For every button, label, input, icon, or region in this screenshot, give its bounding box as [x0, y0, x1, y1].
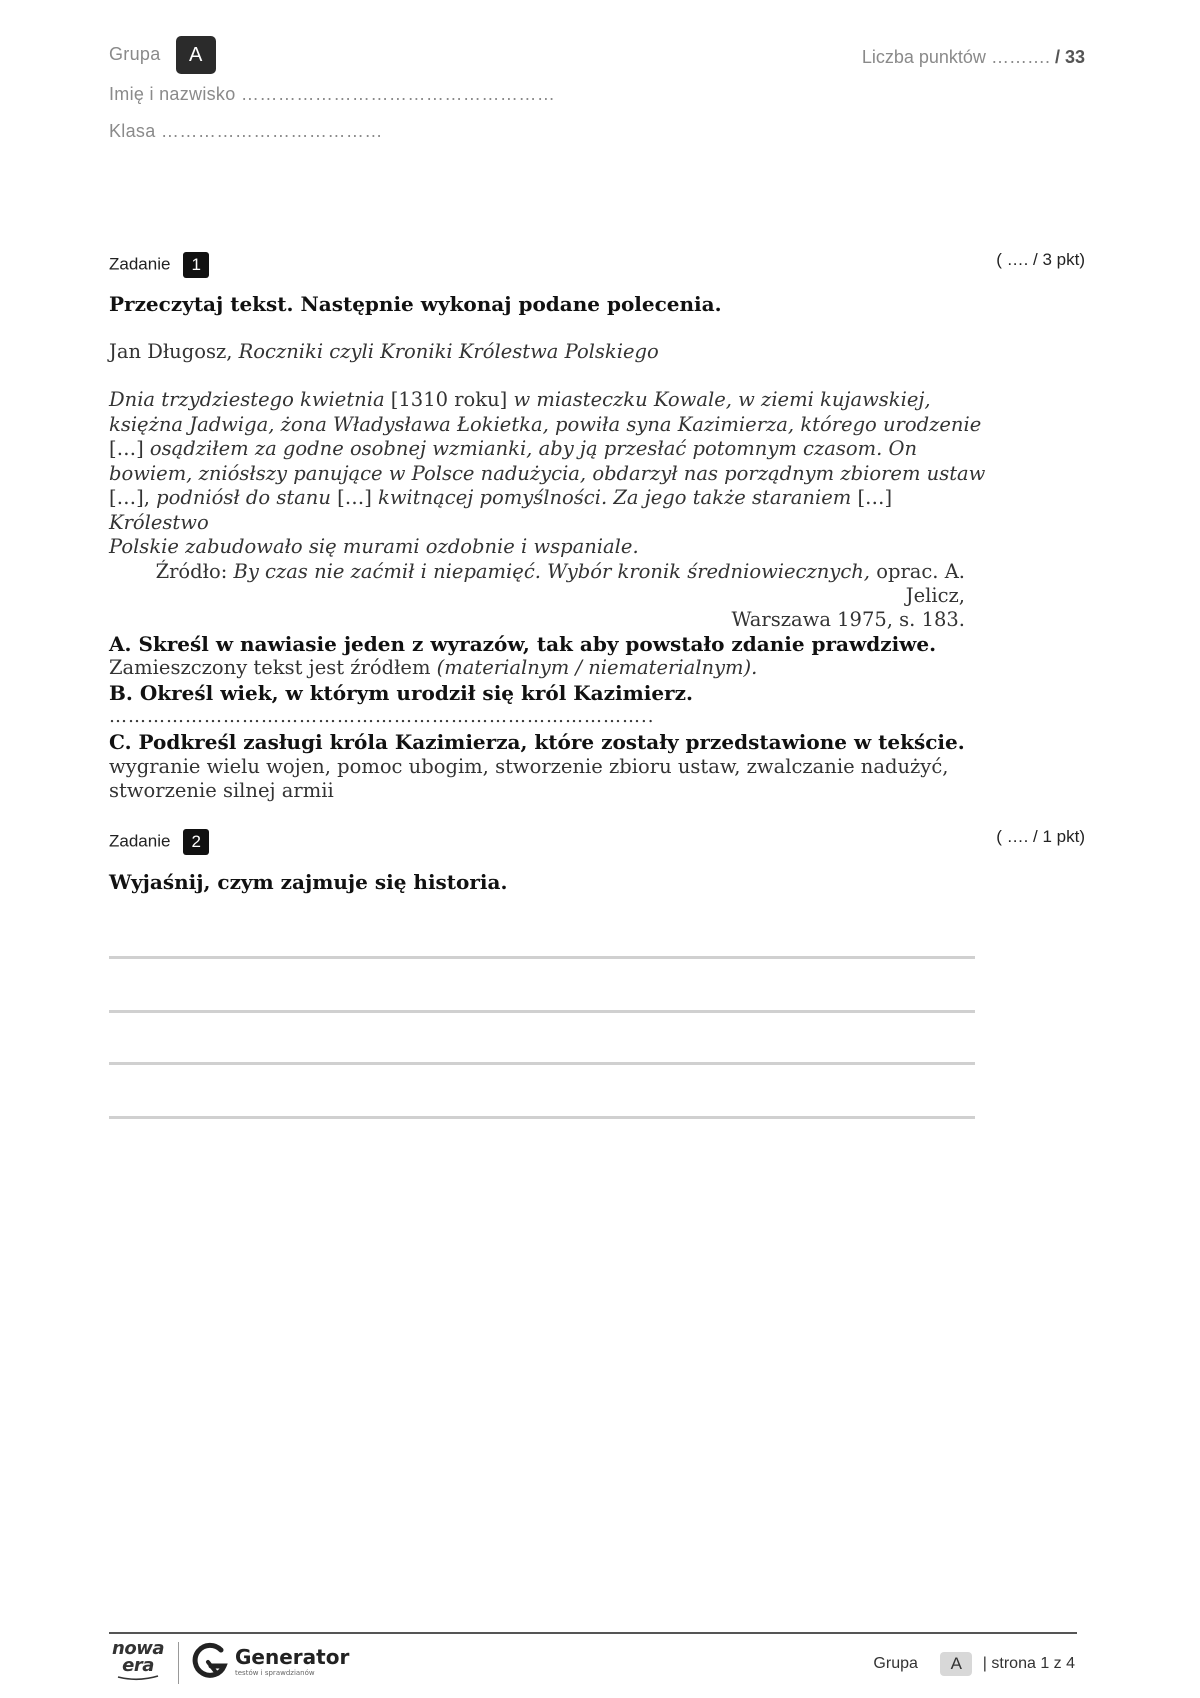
quote-line-3: […] osądziłem za godne osobnej wzmianki, aby ją przesłać potomnym czasom. On [109, 437, 918, 460]
source-line-2: Warszawa 1975, s. 183. [731, 608, 965, 631]
task1-instruction: Przeczytaj tekst. Następnie wykonaj podane polecenia. [109, 292, 722, 316]
source-reference [105, 560, 965, 632]
question-c-line-1[interactable]: wygranie wielu wojen, pomoc ubogim, stworzenie zbioru ustaw, zwalczanie nadużyć, [109, 755, 949, 778]
question-c-options[interactable] [109, 755, 948, 803]
task2-points: ( …. / 1 pkt) [996, 827, 1085, 846]
question-a-options[interactable]: (materialnym / niematerialnym). [436, 656, 758, 679]
group-field [109, 36, 216, 74]
task1-number: 1 [183, 252, 209, 278]
generator-g-icon [191, 1641, 229, 1681]
question-b-answer-line[interactable]: ………………………………………………………………………….. [109, 706, 655, 727]
question-a: A. Skreśl w nawiasie jeden z wyrazów, tak aby powstało zdanie prawdziwe. [109, 632, 937, 656]
quote-line-6: Polskie zabudowało się murami ozdobnie i wspaniale. [109, 535, 639, 558]
generator-label: Generator [235, 1645, 350, 1669]
points-dots: ………. [990, 47, 1050, 67]
quote-line-1: Dnia trzydziestego kwietnia [1310 roku] w miasteczku Kowale, w ziemi kujawskiej, [109, 388, 931, 411]
text-citation [109, 340, 659, 364]
source-line-1: Źródło: By czas nie zaćmił i niepamięć. Wybór kronik średniowiecznych, oprac. A. Jelicz, [155, 560, 965, 607]
answer-line-2[interactable] [109, 1010, 975, 1013]
class-field[interactable] [109, 121, 383, 142]
quote-line-4: bowiem, zniósłszy panujące w Polsce nadużycia, obdarzył nas porządnym zbiorem ustaw [109, 461, 986, 485]
task2-instruction: Wyjaśnij, czym zajmuje się historia. [109, 870, 508, 894]
points-max: / 33 [1054, 47, 1085, 67]
question-b: B. Określ wiek, w którym urodził się król Kazimierz. [109, 681, 693, 705]
task1-points: ( …. / 3 pkt) [996, 250, 1085, 269]
answer-line-3[interactable] [109, 1062, 975, 1065]
source-quote [109, 388, 989, 560]
task1-label: Zadanie [109, 254, 171, 274]
answer-line-4[interactable] [109, 1116, 975, 1119]
generator-logo [191, 1641, 349, 1681]
quote-line-5: […], podniósł do stanu […] kwitnącej pomyślności. Za jego także staraniem […] Królestwo [109, 486, 893, 534]
name-dots: …………………………………………… [240, 84, 556, 104]
name-field[interactable] [109, 84, 555, 105]
answer-line-1[interactable] [109, 956, 975, 959]
logo-era: era [122, 1655, 154, 1676]
citation-author: Jan Długosz, [109, 340, 233, 363]
citation-title: Roczniki czyli Kroniki Królestwa Polskiego [238, 340, 659, 363]
logo-separator [178, 1642, 179, 1684]
footer-rule [109, 1632, 1077, 1634]
footer-page-info [873, 1652, 1075, 1676]
question-a-text: Zamieszczony tekst jest źródłem [109, 656, 431, 679]
generator-sublabel: testów i sprawdzianów [235, 1669, 315, 1677]
footer-group-label: Grupa [873, 1655, 918, 1673]
group-badge: A [176, 36, 216, 74]
question-c: C. Podkreśl zasługi króla Kazimierza, które zostały przedstawione w tekście. [109, 730, 965, 754]
task2-header [109, 829, 209, 855]
class-dots: ……………………………… [160, 121, 383, 141]
footer-page-number: | strona 1 z 4 [982, 1655, 1075, 1673]
task2-label: Zadanie [109, 831, 171, 851]
logo-nowa: nowa [112, 1638, 164, 1659]
footer-group-badge: A [940, 1652, 972, 1676]
points-label: Liczba punktów [861, 47, 986, 67]
nowa-era-logo [110, 1640, 166, 1681]
group-label: Grupa [109, 43, 161, 64]
task1-header [109, 252, 209, 278]
points-total [862, 47, 1085, 68]
name-label: Imię i nazwisko [109, 84, 236, 104]
question-a-sentence[interactable] [109, 656, 757, 680]
question-c-line-2[interactable]: stworzenie silnej armii [109, 779, 334, 802]
class-label: Klasa [109, 121, 156, 141]
task2-number: 2 [183, 829, 209, 855]
quote-line-2: księżna Jadwiga, żona Władysława Łokietka, powiła syna Kazimierza, którego urodzenie [109, 412, 982, 436]
